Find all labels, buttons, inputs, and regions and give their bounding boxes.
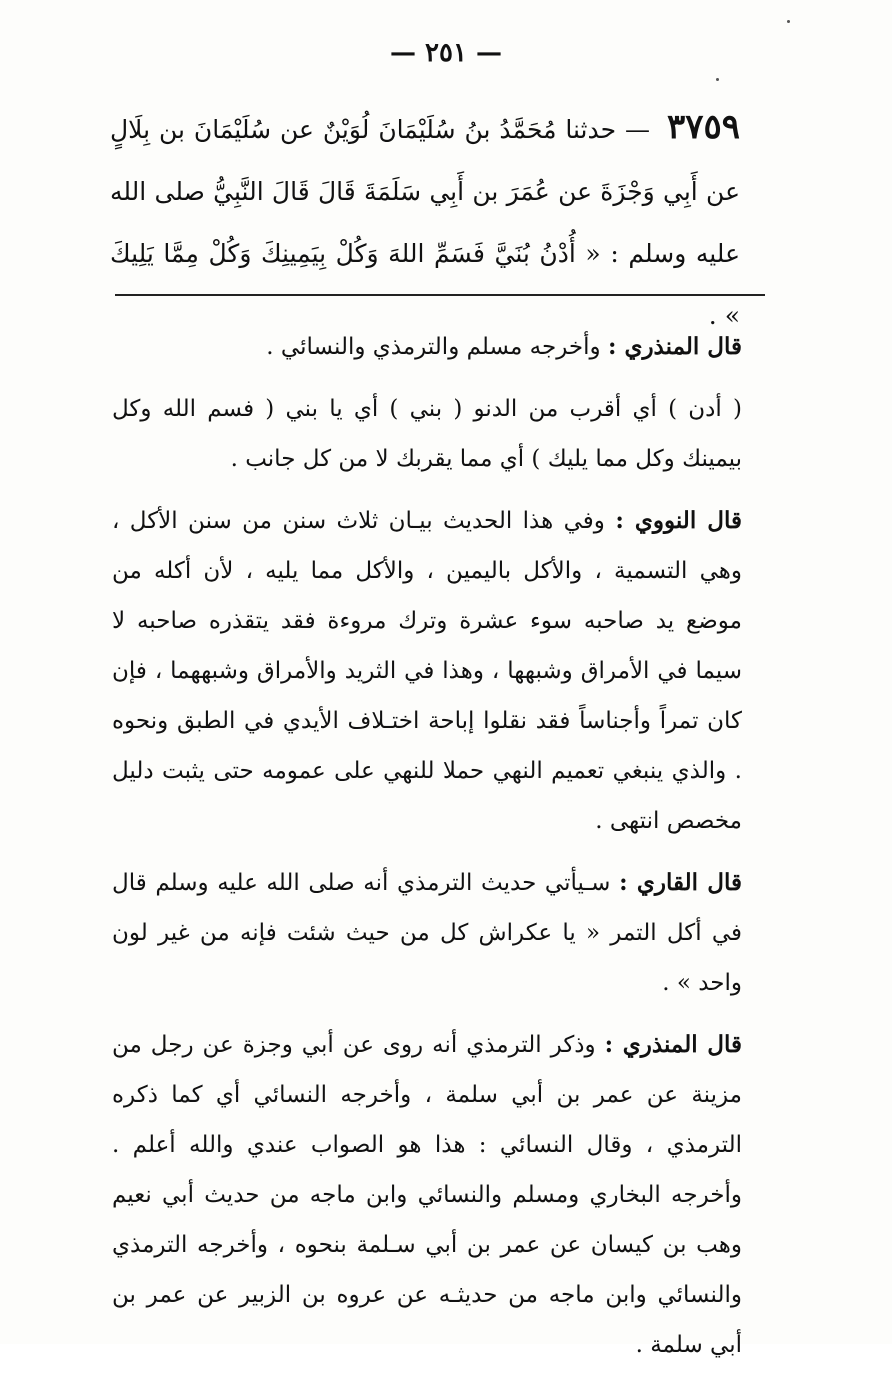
commentary-label: قال القاري : <box>619 869 743 896</box>
scan-speck <box>716 78 719 81</box>
commentary-paragraph-mundhiri <box>112 322 742 372</box>
hadith-number: ٣٧٥٩ <box>666 107 741 147</box>
commentary-text: سـيأتي حديث الترمذي أنه صلى الله عليه وسلم قال في أكل التمر « يا عكراش كل من حيث شئت فإنه من غير لون واحد » . <box>112 870 742 996</box>
commentary-paragraph-explanation <box>112 384 742 484</box>
hadith-block <box>110 96 740 347</box>
commentary-label: قال النووي : <box>615 507 742 534</box>
commentary-label: قال المنذري : <box>607 333 742 360</box>
commentary-paragraph-mundhiri-2 <box>112 1020 742 1370</box>
commentary-text: ( أدن ) أي أقرب من الدنو ( بني ) أي يا بني ( فسم الله وكل بيمينك وكل مما يليك ) أي مما يقربك لا من كل جانب . <box>112 396 742 472</box>
scan-speck <box>787 20 790 23</box>
commentary-label: قال المنذري : <box>604 1031 742 1058</box>
commentary-text: وذكر الترمذي أنه روى عن أبي وجزة عن رجل من مزينة عن عمر بن أبي سلمة ، وأخرجه النسائي أي كما ذكره الترمذي ، وقال النسائي : هذا هو الصواب عندي والله أعلم . وأخرجه البخاري ومسلم والنسائي وابن ماجه من حديث أبي نعيم وهب بن كيسان عن عمر بن أبي سـلمة بنحوه ، وأخرجه الترمذي والنسائي وابن ماجه من حديثـه عن عروه بن الزبير عن عمر بن أبي سلمة . <box>112 1032 742 1358</box>
commentary-text: وأخرجه مسلم والترمذي والنسائي . <box>266 334 601 360</box>
page-number: — ٢٥١ — <box>389 38 503 68</box>
commentary-paragraph-qari <box>112 858 742 1008</box>
commentary-text: وفي هذا الحديث بيـان ثلاث سنن من سنن الأكل ، وهي التسمية ، والأكل باليمين ، والأكل مما يليه ، لأن أكله من موضع يد صاحبه سوء عشرة وترك مروءة فقد يتقذره صاحبه لا سيما في الأمراق وشبهها ، وهذا في الثريد والأمراق وشبههما ، فإن كان تمراً وأجناساً فقد نقلوا إباحة اختـلاف الأيدي في الطبق ونحوه . والذي ينبغي تعميم النهي حملا للنهي على عمومه حتى يثبت دليل مخصص انتهى . <box>112 508 742 834</box>
commentary-section <box>112 322 742 1382</box>
hadith-text: — حدثنا مُحَمَّدُ بنُ سُلَيْمَانَ لُوَيْنٌ عن سُلَيْمَانَ بن بِلَالٍ عن أَبِي وَجْزَةَ عن عُمَرَ بن أَبِي سَلَمَةَ قَالَ قَالَ النَّبِيُّ صلى الله عليه وسلم : « أُدْنُ بُنَيَّ فَسَمِّ اللهَ وَكُلْ بِيَمِينِكَ وَكُلْ مِمَّا يَلِيكَ » . <box>110 115 740 330</box>
commentary-paragraph-nawawi <box>112 496 742 846</box>
section-divider <box>115 294 765 296</box>
